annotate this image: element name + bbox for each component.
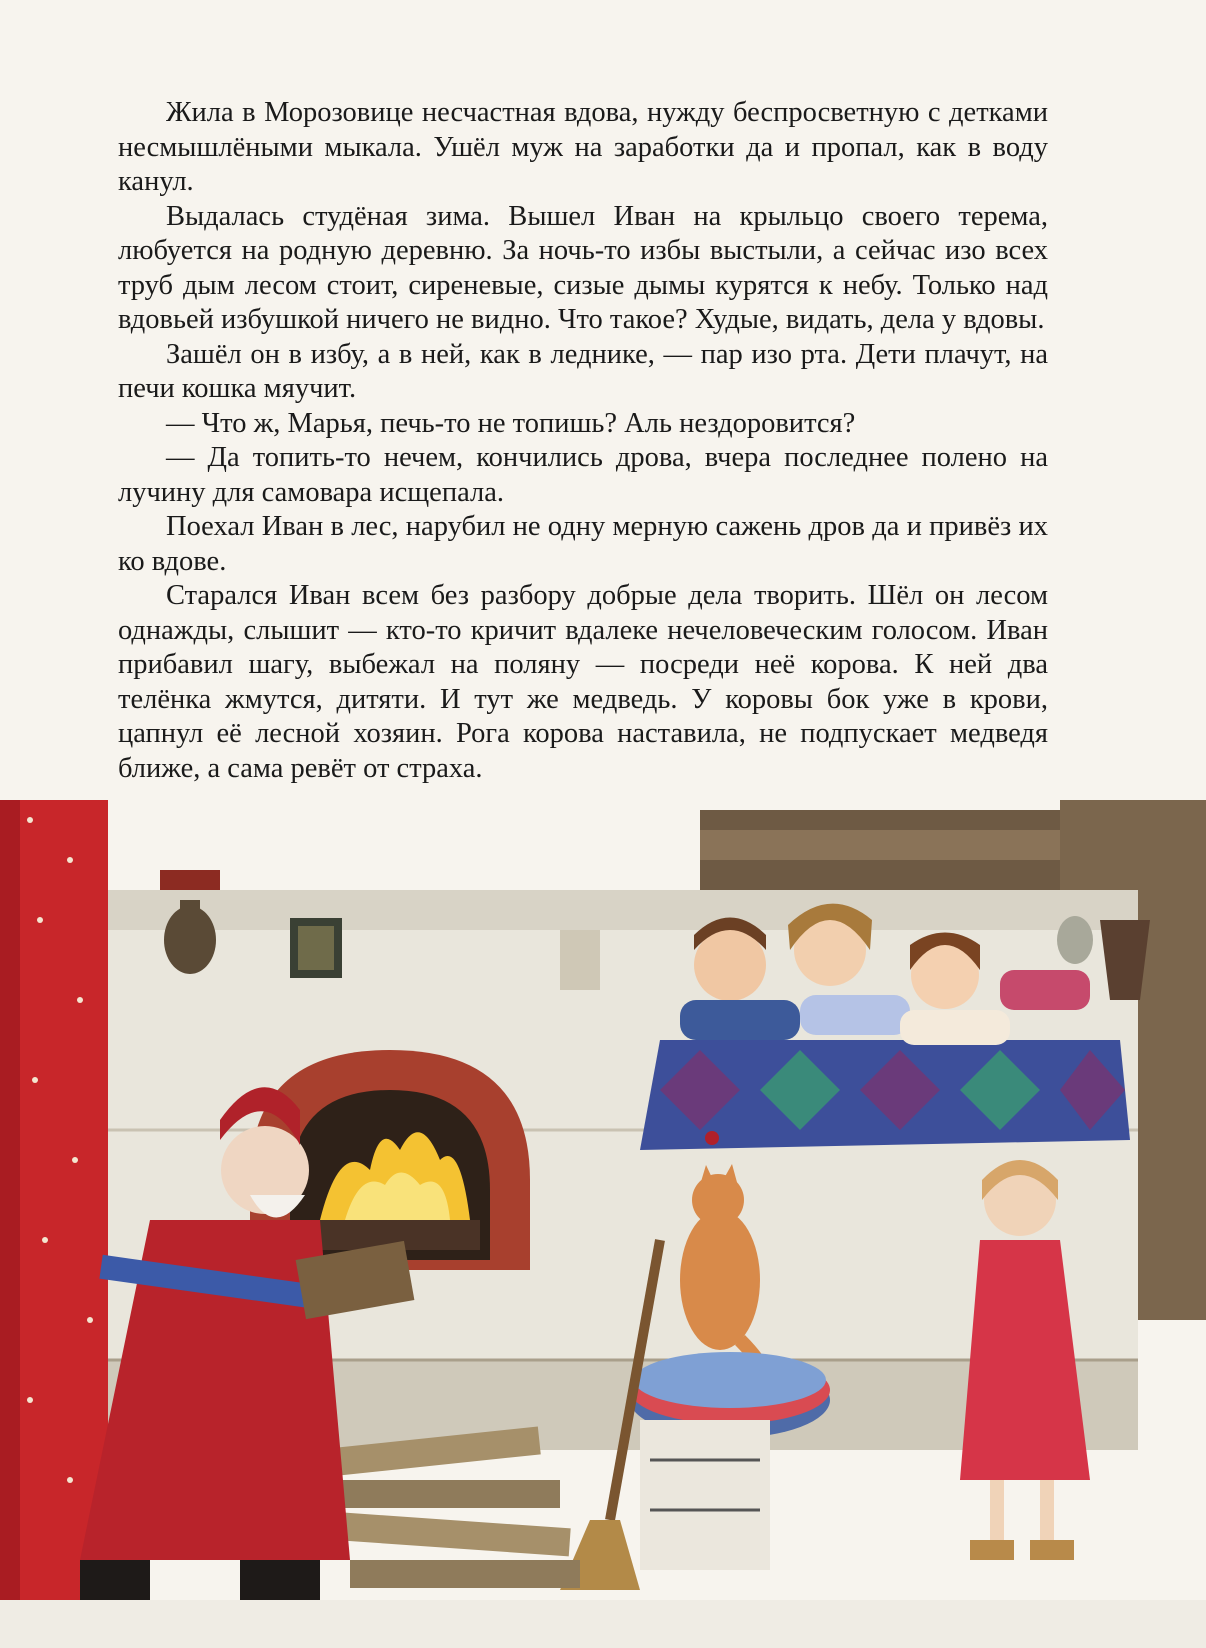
paragraph-3: Зашёл он в избу, а в ней, как в леднике, — пар изо рта. Дети плачут, на печи кошка мяучит. — [118, 338, 1048, 404]
paragraph-4: — Что ж, Марья, печь-то не топишь? Аль нездоровится? — [166, 407, 856, 439]
paragraph-2: Выдалась студёная зима. Вышел Иван на крыльцо своего терема, любуется на родную деревню. За ночь-то избы выстыли, а сейчас изо всех труб дым лесом стоит, сиреневые, сизые дымы курятся к небу. Только над вдовьей избушкой ничего не видно. Что такое? Худые, видать, дела у вдовы. — [118, 200, 1048, 335]
illustration-izba-stove — [0, 800, 1206, 1648]
striped-stool — [630, 1352, 830, 1570]
clay-vase — [160, 870, 220, 974]
paragraph-7: Старался Иван всем без разбору добрые дела творить. Шёл он лесом однажды, слышит — кто-то кричит вдалеке нечеловеческим голосом. Иван прибавил шагу, выбежал на поляну — посреди неё корова. К ней два телёнка жмутся, дитяти. И тут же медведь. У коровы бок уже в крови, цапнул её лесной хозяин. Рога корова наставила, не подпускает медведя ближе, а сама ревёт от страха. — [118, 580, 1048, 784]
floor — [0, 1600, 1206, 1648]
paragraph-6: Поехал Иван в лес, нарубил не одну мерную сажень дров да и привёз их ко вдове. — [118, 511, 1048, 577]
paragraph-5: — Да топить-то нечем, кончились дрова, вчера последнее полено на лучину для самовара исщепала. — [118, 442, 1048, 508]
story-text — [118, 96, 1048, 786]
paragraph-1: Жила в Морозовице несчастная вдова, нужду беспросветную с детками несмышлёными мыкала. Ушёл муж на заработки да и пропал, как в воду канул. — [118, 97, 1048, 197]
red-curtain — [0, 800, 108, 1620]
